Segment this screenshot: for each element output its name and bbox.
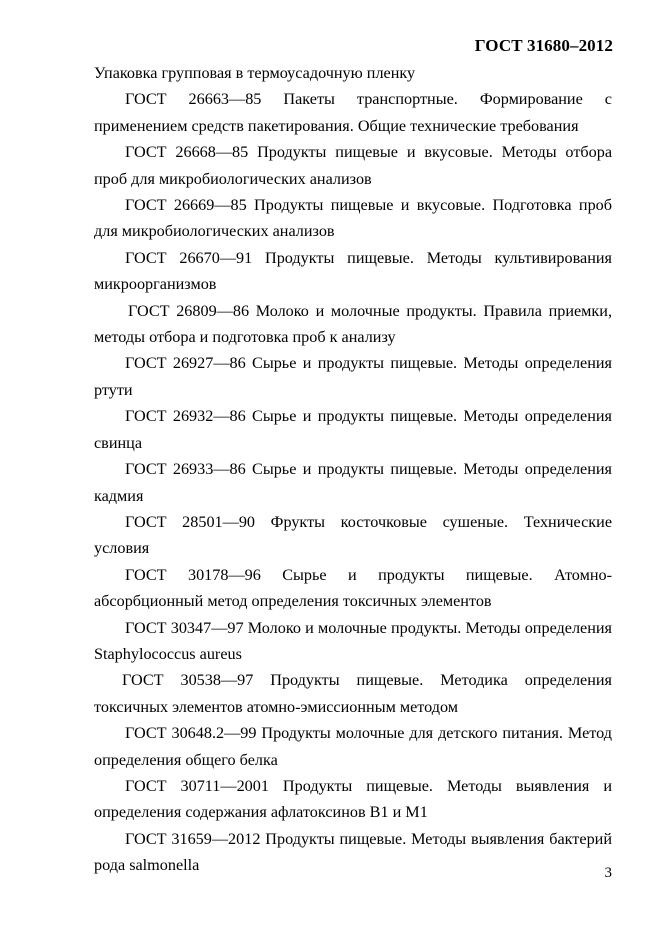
reference-item: ГОСТ 26663—85 Пакеты транспортные. Формирование с применением средств пакетирования. Общие технические требования (94, 90, 612, 135)
reference-item: ГОСТ 26809—86 Молоко и молочные продукты. Правила приемки, методы отбора и подготовка проб к анализу (94, 301, 612, 347)
document-header-standard-number: ГОСТ 31680–2012 (474, 36, 613, 55)
reference-continuation: Упаковка групповая в термоусадочную пленку (94, 64, 416, 82)
references-list (94, 60, 612, 879)
reference-item: ГОСТ 26670—91 Продукты пищевые. Методы культивирования микроорганизмов (94, 248, 612, 294)
reference-item: ГОСТ 26933—86 Сырье и продукты пищевые. Методы определения кадмия (94, 460, 612, 505)
reference-item: ГОСТ 26669—85 Продукты пищевые и вкусовые. Подготовка проб для микробиологических анализов (94, 196, 612, 241)
reference-item: ГОСТ 28501—90 Фрукты косточковые сушеные. Технические условия (94, 512, 612, 558)
reference-item: ГОСТ 30178—96 Сырье и продукты пищевые. Атомно-абсорбционный метод определения токсичных элементов (94, 565, 612, 611)
page-number: 3 (604, 865, 612, 881)
reference-item: ГОСТ 31659—2012 Продукты пищевые. Методы выявления бактерий рода salmonella (94, 829, 612, 875)
reference-item: ГОСТ 26932—86 Сырье и продукты пищевые. Методы определения свинца (94, 407, 612, 452)
reference-item: ГОСТ 30648.2—99 Продукты молочные для детского питания. Метод определения общего белка (94, 724, 612, 769)
reference-item: ГОСТ 26927—86 Сырье и продукты пищевые. Методы определения ртути (94, 354, 612, 399)
reference-item: ГОСТ 26668—85 Продукты пищевые и вкусовые. Методы отбора проб для микробиологических анализов (94, 143, 612, 188)
reference-item: ГОСТ 30538—97 Продукты пищевые. Методика определения токсичных элементов атомно-эмиссионным методом (94, 671, 612, 716)
reference-item: ГОСТ 30711—2001 Продукты пищевые. Методы выявления и определения содержания афлатоксинов В1 и М1 (94, 776, 612, 822)
reference-item: ГОСТ 30347—97 Молоко и молочные продукты. Методы определения Staphylococcus aureus (94, 618, 612, 663)
